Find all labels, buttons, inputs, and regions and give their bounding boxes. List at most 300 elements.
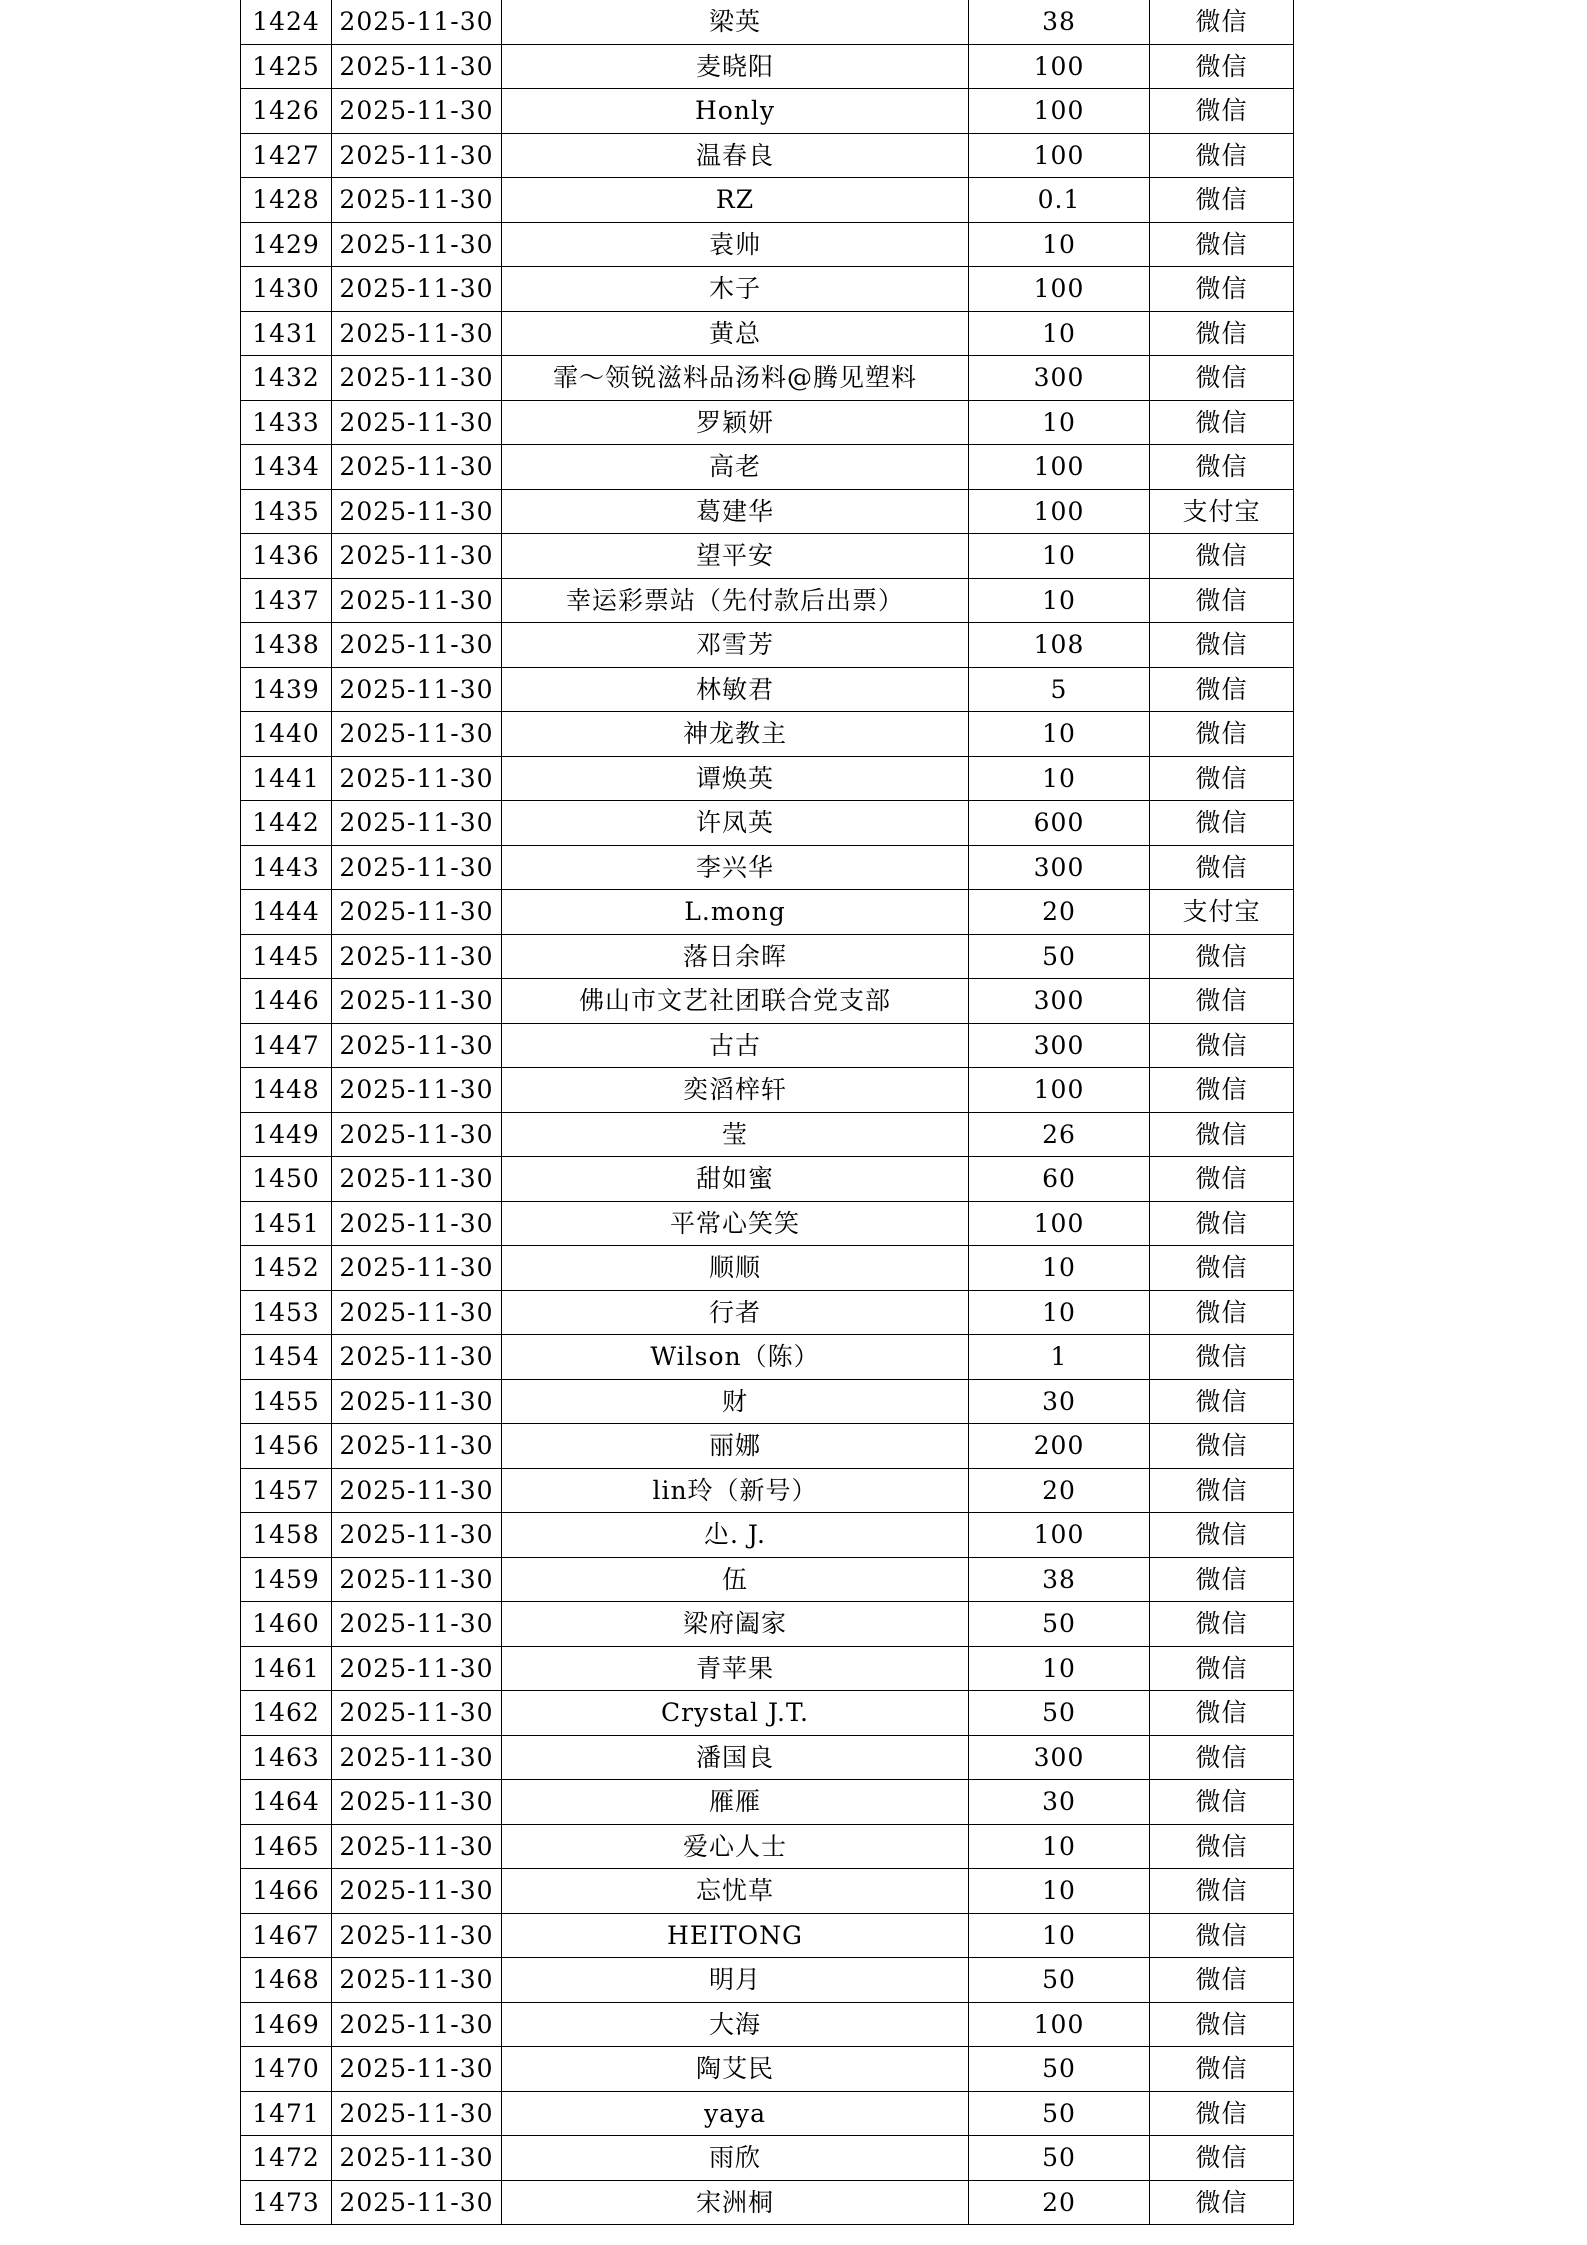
payment-method-cell: 微信: [1150, 534, 1294, 579]
payment-method-cell: 微信: [1150, 667, 1294, 712]
serial-number-cell: 1454: [241, 1335, 332, 1380]
table-row: [241, 1068, 1294, 1113]
amount-cell: 300: [969, 356, 1150, 401]
table-row: [241, 1824, 1294, 1869]
donor-name-cell: 葛建华: [502, 489, 969, 534]
donor-name-cell: Crystal J.T.: [502, 1691, 969, 1736]
table-row: [241, 801, 1294, 846]
amount-cell: 30: [969, 1379, 1150, 1424]
table-row: [241, 1023, 1294, 1068]
serial-number-cell: 1446: [241, 979, 332, 1024]
amount-cell: 10: [969, 1824, 1150, 1869]
serial-number-cell: 1427: [241, 133, 332, 178]
serial-number-cell: 1434: [241, 445, 332, 490]
amount-cell: 10: [969, 1290, 1150, 1335]
payment-method-cell: 微信: [1150, 1691, 1294, 1736]
date-cell: 2025-11-30: [332, 400, 502, 445]
payment-method-cell: 微信: [1150, 133, 1294, 178]
date-cell: 2025-11-30: [332, 1958, 502, 2003]
amount-cell: 50: [969, 1691, 1150, 1736]
amount-cell: 10: [969, 1246, 1150, 1291]
amount-cell: 50: [969, 934, 1150, 979]
payment-method-cell: 微信: [1150, 845, 1294, 890]
amount-cell: 100: [969, 2002, 1150, 2047]
date-cell: 2025-11-30: [332, 489, 502, 534]
date-cell: 2025-11-30: [332, 667, 502, 712]
serial-number-cell: 1444: [241, 890, 332, 935]
donor-name-cell: yaya: [502, 2091, 969, 2136]
payment-method-cell: 微信: [1150, 934, 1294, 979]
donor-name-cell: 许凤英: [502, 801, 969, 846]
table-row: [241, 756, 1294, 801]
donor-name-cell: 伍: [502, 1557, 969, 1602]
amount-cell: 100: [969, 133, 1150, 178]
amount-cell: 100: [969, 89, 1150, 134]
donor-name-cell: 明月: [502, 1958, 969, 2003]
donor-name-cell: Honly: [502, 89, 969, 134]
serial-number-cell: 1430: [241, 267, 332, 312]
serial-number-cell: 1439: [241, 667, 332, 712]
table-row: [241, 1379, 1294, 1424]
date-cell: 2025-11-30: [332, 1824, 502, 1869]
serial-number-cell: 1440: [241, 712, 332, 757]
payment-method-cell: 微信: [1150, 1379, 1294, 1424]
serial-number-cell: 1461: [241, 1646, 332, 1691]
payment-method-cell: 微信: [1150, 1646, 1294, 1691]
serial-number-cell: 1469: [241, 2002, 332, 2047]
amount-cell: 20: [969, 1468, 1150, 1513]
table-row: [241, 1691, 1294, 1736]
donor-name-cell: 宋洲桐: [502, 2180, 969, 2225]
table-row: [241, 845, 1294, 890]
date-cell: 2025-11-30: [332, 1513, 502, 1558]
amount-cell: 50: [969, 2136, 1150, 2181]
date-cell: 2025-11-30: [332, 1646, 502, 1691]
date-cell: 2025-11-30: [332, 2180, 502, 2225]
serial-number-cell: 1462: [241, 1691, 332, 1736]
date-cell: 2025-11-30: [332, 222, 502, 267]
serial-number-cell: 1443: [241, 845, 332, 890]
donor-name-cell: 潘国良: [502, 1735, 969, 1780]
date-cell: 2025-11-30: [332, 1602, 502, 1647]
date-cell: 2025-11-30: [332, 578, 502, 623]
date-cell: 2025-11-30: [332, 356, 502, 401]
serial-number-cell: 1463: [241, 1735, 332, 1780]
payment-method-cell: 微信: [1150, 1201, 1294, 1246]
table-row: [241, 712, 1294, 757]
amount-cell: 300: [969, 845, 1150, 890]
serial-number-cell: 1472: [241, 2136, 332, 2181]
date-cell: 2025-11-30: [332, 1157, 502, 1202]
date-cell: 2025-11-30: [332, 1290, 502, 1335]
donation-table: [240, 0, 1294, 2225]
amount-cell: 10: [969, 222, 1150, 267]
donor-name-cell: 尐. J.: [502, 1513, 969, 1558]
payment-method-cell: 微信: [1150, 1112, 1294, 1157]
payment-method-cell: 微信: [1150, 801, 1294, 846]
date-cell: 2025-11-30: [332, 267, 502, 312]
donor-name-cell: 梁府阖家: [502, 1602, 969, 1647]
payment-method-cell: 微信: [1150, 1557, 1294, 1602]
date-cell: 2025-11-30: [332, 756, 502, 801]
donor-name-cell: 陶艾民: [502, 2047, 969, 2092]
amount-cell: 10: [969, 311, 1150, 356]
payment-method-cell: 微信: [1150, 0, 1294, 44]
amount-cell: 1: [969, 1335, 1150, 1380]
donor-name-cell: 佛山市文艺社团联合党支部: [502, 979, 969, 1024]
date-cell: 2025-11-30: [332, 2002, 502, 2047]
serial-number-cell: 1455: [241, 1379, 332, 1424]
amount-cell: 100: [969, 1068, 1150, 1113]
donor-name-cell: 财: [502, 1379, 969, 1424]
payment-method-cell: 微信: [1150, 1068, 1294, 1113]
payment-method-cell: 微信: [1150, 1468, 1294, 1513]
payment-method-cell: 微信: [1150, 1869, 1294, 1914]
payment-method-cell: 微信: [1150, 222, 1294, 267]
payment-method-cell: 微信: [1150, 2136, 1294, 2181]
table-row: [241, 1335, 1294, 1380]
serial-number-cell: 1431: [241, 311, 332, 356]
donor-name-cell: 忘忧草: [502, 1869, 969, 1914]
amount-cell: 100: [969, 1201, 1150, 1246]
payment-method-cell: 微信: [1150, 445, 1294, 490]
amount-cell: 20: [969, 890, 1150, 935]
amount-cell: 10: [969, 578, 1150, 623]
date-cell: 2025-11-30: [332, 1023, 502, 1068]
table-row: [241, 2091, 1294, 2136]
donor-name-cell: 丽娜: [502, 1424, 969, 1469]
payment-method-cell: 微信: [1150, 178, 1294, 223]
serial-number-cell: 1428: [241, 178, 332, 223]
donor-name-cell: 奕滔梓轩: [502, 1068, 969, 1113]
payment-method-cell: 微信: [1150, 1958, 1294, 2003]
table-row: [241, 311, 1294, 356]
table-row: [241, 1201, 1294, 1246]
payment-method-cell: 微信: [1150, 267, 1294, 312]
serial-number-cell: 1451: [241, 1201, 332, 1246]
table-row: [241, 578, 1294, 623]
table-row: [241, 178, 1294, 223]
table-row: [241, 2136, 1294, 2181]
amount-cell: 10: [969, 1646, 1150, 1691]
table-row: [241, 2002, 1294, 2047]
date-cell: 2025-11-30: [332, 1913, 502, 1958]
payment-method-cell: 支付宝: [1150, 489, 1294, 534]
table-row: [241, 1468, 1294, 1513]
serial-number-cell: 1457: [241, 1468, 332, 1513]
serial-number-cell: 1452: [241, 1246, 332, 1291]
amount-cell: 300: [969, 979, 1150, 1024]
payment-method-cell: 微信: [1150, 44, 1294, 89]
donor-name-cell: 莹: [502, 1112, 969, 1157]
donor-name-cell: 温春良: [502, 133, 969, 178]
amount-cell: 100: [969, 267, 1150, 312]
table-row: [241, 667, 1294, 712]
donor-name-cell: 古古: [502, 1023, 969, 1068]
amount-cell: 10: [969, 1913, 1150, 1958]
amount-cell: 50: [969, 1958, 1150, 2003]
amount-cell: 26: [969, 1112, 1150, 1157]
donor-name-cell: RZ: [502, 178, 969, 223]
date-cell: 2025-11-30: [332, 89, 502, 134]
payment-method-cell: 微信: [1150, 400, 1294, 445]
serial-number-cell: 1435: [241, 489, 332, 534]
serial-number-cell: 1464: [241, 1780, 332, 1825]
date-cell: 2025-11-30: [332, 845, 502, 890]
date-cell: 2025-11-30: [332, 133, 502, 178]
date-cell: 2025-11-30: [332, 1068, 502, 1113]
serial-number-cell: 1445: [241, 934, 332, 979]
serial-number-cell: 1449: [241, 1112, 332, 1157]
amount-cell: 10: [969, 756, 1150, 801]
date-cell: 2025-11-30: [332, 0, 502, 44]
date-cell: 2025-11-30: [332, 1780, 502, 1825]
payment-method-cell: 支付宝: [1150, 890, 1294, 935]
table-row: [241, 267, 1294, 312]
donor-name-cell: 高老: [502, 445, 969, 490]
amount-cell: 10: [969, 400, 1150, 445]
date-cell: 2025-11-30: [332, 1379, 502, 1424]
table-row: [241, 890, 1294, 935]
payment-method-cell: 微信: [1150, 1602, 1294, 1647]
payment-method-cell: 微信: [1150, 1157, 1294, 1202]
amount-cell: 38: [969, 1557, 1150, 1602]
table-row: [241, 1735, 1294, 1780]
payment-method-cell: 微信: [1150, 1335, 1294, 1380]
donor-name-cell: 雨欣: [502, 2136, 969, 2181]
date-cell: 2025-11-30: [332, 934, 502, 979]
serial-number-cell: 1438: [241, 623, 332, 668]
donor-name-cell: 李兴华: [502, 845, 969, 890]
date-cell: 2025-11-30: [332, 890, 502, 935]
table-row: [241, 1958, 1294, 2003]
table-row: [241, 979, 1294, 1024]
serial-number-cell: 1450: [241, 1157, 332, 1202]
date-cell: 2025-11-30: [332, 1424, 502, 1469]
donor-name-cell: 霏～领锐滋料品汤料@腾见塑料: [502, 356, 969, 401]
table-row: [241, 1112, 1294, 1157]
donor-name-cell: 梁英: [502, 0, 969, 44]
table-row: [241, 1646, 1294, 1691]
amount-cell: 600: [969, 801, 1150, 846]
table-row: [241, 1513, 1294, 1558]
date-cell: 2025-11-30: [332, 1201, 502, 1246]
payment-method-cell: 微信: [1150, 1735, 1294, 1780]
serial-number-cell: 1466: [241, 1869, 332, 1914]
table-row: [241, 623, 1294, 668]
serial-number-cell: 1426: [241, 89, 332, 134]
amount-cell: 10: [969, 712, 1150, 757]
payment-method-cell: 微信: [1150, 756, 1294, 801]
payment-method-cell: 微信: [1150, 2180, 1294, 2225]
donor-name-cell: 青苹果: [502, 1646, 969, 1691]
payment-method-cell: 微信: [1150, 1780, 1294, 1825]
donor-name-cell: 大海: [502, 2002, 969, 2047]
table-row: [241, 133, 1294, 178]
donor-name-cell: 木子: [502, 267, 969, 312]
amount-cell: 10: [969, 1869, 1150, 1914]
payment-method-cell: 微信: [1150, 2091, 1294, 2136]
amount-cell: 300: [969, 1023, 1150, 1068]
amount-cell: 50: [969, 2047, 1150, 2092]
serial-number-cell: 1436: [241, 534, 332, 579]
table-row: [241, 1557, 1294, 1602]
date-cell: 2025-11-30: [332, 311, 502, 356]
payment-method-cell: 微信: [1150, 578, 1294, 623]
donor-name-cell: L.mong: [502, 890, 969, 935]
donor-name-cell: 雁雁: [502, 1780, 969, 1825]
payment-method-cell: 微信: [1150, 1023, 1294, 1068]
table-row: [241, 1913, 1294, 1958]
amount-cell: 38: [969, 0, 1150, 44]
date-cell: 2025-11-30: [332, 2091, 502, 2136]
date-cell: 2025-11-30: [332, 1691, 502, 1736]
donor-name-cell: lin玲（新号）: [502, 1468, 969, 1513]
payment-method-cell: 微信: [1150, 712, 1294, 757]
serial-number-cell: 1471: [241, 2091, 332, 2136]
table-row: [241, 489, 1294, 534]
table-row: [241, 222, 1294, 267]
donor-name-cell: 谭焕英: [502, 756, 969, 801]
serial-number-cell: 1453: [241, 1290, 332, 1335]
amount-cell: 100: [969, 489, 1150, 534]
table-row: [241, 1157, 1294, 1202]
table-row: [241, 1246, 1294, 1291]
donor-name-cell: 爱心人士: [502, 1824, 969, 1869]
serial-number-cell: 1432: [241, 356, 332, 401]
serial-number-cell: 1448: [241, 1068, 332, 1113]
date-cell: 2025-11-30: [332, 1557, 502, 1602]
date-cell: 2025-11-30: [332, 1869, 502, 1914]
amount-cell: 60: [969, 1157, 1150, 1202]
donor-name-cell: 望平安: [502, 534, 969, 579]
donor-name-cell: 林敏君: [502, 667, 969, 712]
payment-method-cell: 微信: [1150, 1290, 1294, 1335]
serial-number-cell: 1442: [241, 801, 332, 846]
table-row: [241, 0, 1294, 44]
table-row: [241, 1869, 1294, 1914]
amount-cell: 10: [969, 534, 1150, 579]
amount-cell: 0.1: [969, 178, 1150, 223]
date-cell: 2025-11-30: [332, 979, 502, 1024]
date-cell: 2025-11-30: [332, 44, 502, 89]
payment-method-cell: 微信: [1150, 1824, 1294, 1869]
donor-name-cell: 神龙教主: [502, 712, 969, 757]
payment-method-cell: 微信: [1150, 89, 1294, 134]
donor-name-cell: 邓雪芳: [502, 623, 969, 668]
date-cell: 2025-11-30: [332, 2047, 502, 2092]
amount-cell: 30: [969, 1780, 1150, 1825]
amount-cell: 5: [969, 667, 1150, 712]
serial-number-cell: 1424: [241, 0, 332, 44]
table-row: [241, 1780, 1294, 1825]
serial-number-cell: 1456: [241, 1424, 332, 1469]
amount-cell: 108: [969, 623, 1150, 668]
serial-number-cell: 1425: [241, 44, 332, 89]
payment-method-cell: 微信: [1150, 2047, 1294, 2092]
serial-number-cell: 1429: [241, 222, 332, 267]
table-row: [241, 89, 1294, 134]
table-row: [241, 2180, 1294, 2225]
amount-cell: 20: [969, 2180, 1150, 2225]
donor-name-cell: 落日余晖: [502, 934, 969, 979]
date-cell: 2025-11-30: [332, 1246, 502, 1291]
serial-number-cell: 1468: [241, 1958, 332, 2003]
donor-name-cell: 罗颖妍: [502, 400, 969, 445]
serial-number-cell: 1465: [241, 1824, 332, 1869]
payment-method-cell: 微信: [1150, 2002, 1294, 2047]
amount-cell: 100: [969, 1513, 1150, 1558]
serial-number-cell: 1473: [241, 2180, 332, 2225]
date-cell: 2025-11-30: [332, 534, 502, 579]
donor-name-cell: 平常心笑笑: [502, 1201, 969, 1246]
serial-number-cell: 1458: [241, 1513, 332, 1558]
donation-table-body: [241, 0, 1294, 2225]
payment-method-cell: 微信: [1150, 979, 1294, 1024]
payment-method-cell: 微信: [1150, 356, 1294, 401]
serial-number-cell: 1460: [241, 1602, 332, 1647]
table-row: [241, 44, 1294, 89]
donor-name-cell: 幸运彩票站（先付款后出票）: [502, 578, 969, 623]
date-cell: 2025-11-30: [332, 1735, 502, 1780]
payment-method-cell: 微信: [1150, 1246, 1294, 1291]
serial-number-cell: 1447: [241, 1023, 332, 1068]
payment-method-cell: 微信: [1150, 311, 1294, 356]
payment-method-cell: 微信: [1150, 623, 1294, 668]
payment-method-cell: 微信: [1150, 1424, 1294, 1469]
serial-number-cell: 1433: [241, 400, 332, 445]
amount-cell: 100: [969, 44, 1150, 89]
date-cell: 2025-11-30: [332, 1112, 502, 1157]
table-row: [241, 2047, 1294, 2092]
donor-name-cell: HEITONG: [502, 1913, 969, 1958]
amount-cell: 50: [969, 1602, 1150, 1647]
donor-name-cell: 甜如蜜: [502, 1157, 969, 1202]
serial-number-cell: 1467: [241, 1913, 332, 1958]
payment-method-cell: 微信: [1150, 1913, 1294, 1958]
amount-cell: 200: [969, 1424, 1150, 1469]
donor-name-cell: Wilson（陈）: [502, 1335, 969, 1380]
table-row: [241, 445, 1294, 490]
donor-name-cell: 麦晓阳: [502, 44, 969, 89]
table-row: [241, 356, 1294, 401]
date-cell: 2025-11-30: [332, 801, 502, 846]
donor-name-cell: 顺顺: [502, 1246, 969, 1291]
payment-method-cell: 微信: [1150, 1513, 1294, 1558]
date-cell: 2025-11-30: [332, 623, 502, 668]
date-cell: 2025-11-30: [332, 445, 502, 490]
table-row: [241, 534, 1294, 579]
donor-name-cell: 袁帅: [502, 222, 969, 267]
table-row: [241, 1424, 1294, 1469]
amount-cell: 300: [969, 1735, 1150, 1780]
serial-number-cell: 1470: [241, 2047, 332, 2092]
date-cell: 2025-11-30: [332, 712, 502, 757]
table-row: [241, 1290, 1294, 1335]
table-row: [241, 934, 1294, 979]
table-row: [241, 400, 1294, 445]
date-cell: 2025-11-30: [332, 1335, 502, 1380]
donor-name-cell: 黄总: [502, 311, 969, 356]
serial-number-cell: 1437: [241, 578, 332, 623]
amount-cell: 100: [969, 445, 1150, 490]
donor-name-cell: 行者: [502, 1290, 969, 1335]
date-cell: 2025-11-30: [332, 178, 502, 223]
table-row: [241, 1602, 1294, 1647]
serial-number-cell: 1459: [241, 1557, 332, 1602]
date-cell: 2025-11-30: [332, 2136, 502, 2181]
amount-cell: 50: [969, 2091, 1150, 2136]
